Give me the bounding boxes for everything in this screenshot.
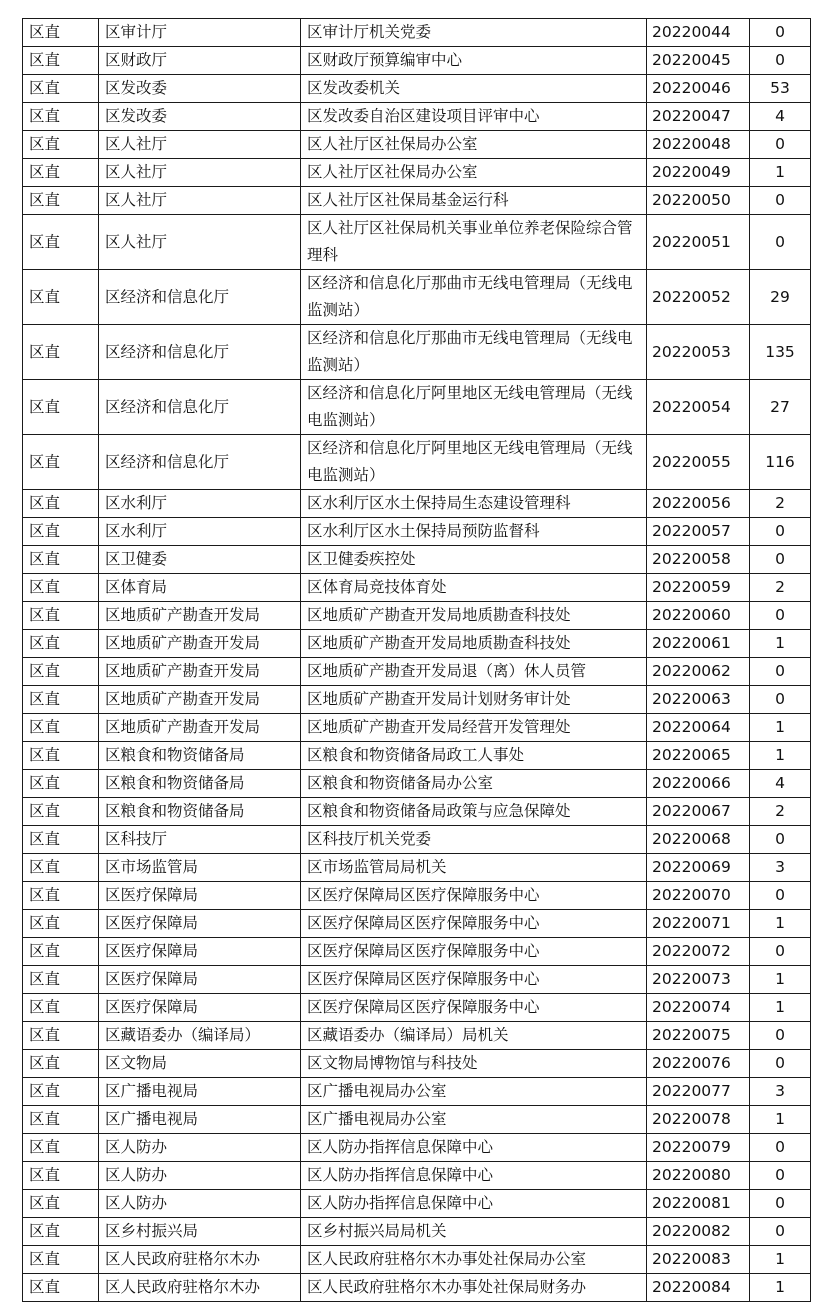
unit-cell: 区地质矿产勘查开发局退（离）休人员管 (301, 658, 647, 686)
position-code-cell: 20220055 (647, 435, 750, 490)
applicant-count-cell: 2 (750, 798, 811, 826)
table-row (23, 966, 811, 994)
department-cell: 区地质矿产勘查开发局 (99, 630, 301, 658)
table-row (23, 490, 811, 518)
unit-cell: 区地质矿产勘查开发局地质勘查科技处 (301, 630, 647, 658)
applicant-count-cell: 1 (750, 994, 811, 1022)
table-row (23, 1134, 811, 1162)
applicant-count-cell: 1 (750, 630, 811, 658)
unit-cell: 区人民政府驻格尔木办事处社保局办公室 (301, 1246, 647, 1274)
department-cell: 区体育局 (99, 574, 301, 602)
applicant-count-cell: 4 (750, 770, 811, 798)
position-code-cell: 20220063 (647, 686, 750, 714)
table-row (23, 574, 811, 602)
table-row (23, 1050, 811, 1078)
table-row (23, 19, 811, 47)
region-cell: 区直 (23, 1246, 99, 1274)
table-row (23, 1162, 811, 1190)
department-cell: 区地质矿产勘查开发局 (99, 714, 301, 742)
department-cell: 区经济和信息化厅 (99, 270, 301, 325)
unit-cell: 区广播电视局办公室 (301, 1078, 647, 1106)
position-code-cell: 20220066 (647, 770, 750, 798)
department-cell: 区发改委 (99, 103, 301, 131)
table-row (23, 854, 811, 882)
unit-cell: 区藏语委办（编译局）局机关 (301, 1022, 647, 1050)
region-cell: 区直 (23, 1078, 99, 1106)
applicant-count-cell: 0 (750, 546, 811, 574)
recruitment-table (22, 18, 811, 1302)
table-row (23, 798, 811, 826)
region-cell: 区直 (23, 1218, 99, 1246)
region-cell: 区直 (23, 1190, 99, 1218)
region-cell: 区直 (23, 1134, 99, 1162)
region-cell: 区直 (23, 826, 99, 854)
table-row (23, 1274, 811, 1302)
position-code-cell: 20220074 (647, 994, 750, 1022)
unit-cell: 区经济和信息化厅阿里地区无线电管理局（无线电监测站） (301, 435, 647, 490)
department-cell: 区水利厅 (99, 518, 301, 546)
position-code-cell: 20220083 (647, 1246, 750, 1274)
applicant-count-cell: 0 (750, 602, 811, 630)
table-row (23, 938, 811, 966)
unit-cell: 区财政厅预算编审中心 (301, 47, 647, 75)
position-code-cell: 20220071 (647, 910, 750, 938)
applicant-count-cell: 4 (750, 103, 811, 131)
applicant-count-cell: 0 (750, 187, 811, 215)
department-cell: 区人社厅 (99, 215, 301, 270)
region-cell: 区直 (23, 490, 99, 518)
department-cell: 区文物局 (99, 1050, 301, 1078)
region-cell: 区直 (23, 938, 99, 966)
position-code-cell: 20220058 (647, 546, 750, 574)
unit-cell: 区乡村振兴局局机关 (301, 1218, 647, 1246)
region-cell: 区直 (23, 215, 99, 270)
position-code-cell: 20220059 (647, 574, 750, 602)
table-row (23, 47, 811, 75)
region-cell: 区直 (23, 1106, 99, 1134)
region-cell: 区直 (23, 966, 99, 994)
unit-cell: 区人防办指挥信息保障中心 (301, 1162, 647, 1190)
region-cell: 区直 (23, 994, 99, 1022)
table-row (23, 75, 811, 103)
unit-cell: 区医疗保障局区医疗保障服务中心 (301, 882, 647, 910)
region-cell: 区直 (23, 19, 99, 47)
department-cell: 区藏语委办（编译局） (99, 1022, 301, 1050)
unit-cell: 区粮食和物资储备局政工人事处 (301, 742, 647, 770)
position-code-cell: 20220053 (647, 325, 750, 380)
department-cell: 区粮食和物资储备局 (99, 798, 301, 826)
table-row (23, 1022, 811, 1050)
applicant-count-cell: 0 (750, 826, 811, 854)
applicant-count-cell: 0 (750, 882, 811, 910)
position-code-cell: 20220045 (647, 47, 750, 75)
table-row (23, 187, 811, 215)
region-cell: 区直 (23, 270, 99, 325)
unit-cell: 区医疗保障局区医疗保障服务中心 (301, 938, 647, 966)
applicant-count-cell: 1 (750, 966, 811, 994)
unit-cell: 区审计厅机关党委 (301, 19, 647, 47)
unit-cell: 区市场监管局局机关 (301, 854, 647, 882)
table-row (23, 602, 811, 630)
position-code-cell: 20220049 (647, 159, 750, 187)
department-cell: 区医疗保障局 (99, 938, 301, 966)
table-row (23, 882, 811, 910)
position-code-cell: 20220050 (647, 187, 750, 215)
department-cell: 区经济和信息化厅 (99, 380, 301, 435)
region-cell: 区直 (23, 910, 99, 938)
department-cell: 区人防办 (99, 1190, 301, 1218)
region-cell: 区直 (23, 435, 99, 490)
unit-cell: 区体育局竞技体育处 (301, 574, 647, 602)
department-cell: 区发改委 (99, 75, 301, 103)
applicant-count-cell: 0 (750, 686, 811, 714)
applicant-count-cell: 0 (750, 47, 811, 75)
applicant-count-cell: 1 (750, 742, 811, 770)
table-row (23, 159, 811, 187)
table-row (23, 1218, 811, 1246)
table-row (23, 910, 811, 938)
unit-cell: 区广播电视局办公室 (301, 1106, 647, 1134)
table-row (23, 630, 811, 658)
unit-cell: 区经济和信息化厅那曲市无线电管理局（无线电监测站） (301, 270, 647, 325)
unit-cell: 区地质矿产勘查开发局计划财务审计处 (301, 686, 647, 714)
table-row (23, 215, 811, 270)
position-code-cell: 20220057 (647, 518, 750, 546)
region-cell: 区直 (23, 658, 99, 686)
applicant-count-cell: 53 (750, 75, 811, 103)
table-row (23, 546, 811, 574)
applicant-count-cell: 0 (750, 1190, 811, 1218)
unit-cell: 区人社厅区社保局办公室 (301, 131, 647, 159)
table-row (23, 686, 811, 714)
applicant-count-cell: 1 (750, 910, 811, 938)
region-cell: 区直 (23, 798, 99, 826)
region-cell: 区直 (23, 574, 99, 602)
applicant-count-cell: 2 (750, 490, 811, 518)
applicant-count-cell: 0 (750, 215, 811, 270)
department-cell: 区人社厅 (99, 159, 301, 187)
region-cell: 区直 (23, 686, 99, 714)
table-row (23, 1106, 811, 1134)
table-row (23, 658, 811, 686)
position-code-cell: 20220048 (647, 131, 750, 159)
applicant-count-cell: 1 (750, 1106, 811, 1134)
region-cell: 区直 (23, 159, 99, 187)
department-cell: 区医疗保障局 (99, 994, 301, 1022)
department-cell: 区人防办 (99, 1134, 301, 1162)
unit-cell: 区卫健委疾控处 (301, 546, 647, 574)
position-code-cell: 20220077 (647, 1078, 750, 1106)
table-row (23, 714, 811, 742)
region-cell: 区直 (23, 602, 99, 630)
region-cell: 区直 (23, 742, 99, 770)
applicant-count-cell: 3 (750, 854, 811, 882)
region-cell: 区直 (23, 103, 99, 131)
region-cell: 区直 (23, 187, 99, 215)
region-cell: 区直 (23, 47, 99, 75)
table-row (23, 103, 811, 131)
unit-cell: 区人社厅区社保局基金运行科 (301, 187, 647, 215)
unit-cell: 区人社厅区社保局机关事业单位养老保险综合管理科 (301, 215, 647, 270)
unit-cell: 区医疗保障局区医疗保障服务中心 (301, 994, 647, 1022)
department-cell: 区审计厅 (99, 19, 301, 47)
applicant-count-cell: 135 (750, 325, 811, 380)
table-row (23, 435, 811, 490)
applicant-count-cell: 0 (750, 1162, 811, 1190)
region-cell: 区直 (23, 518, 99, 546)
position-code-cell: 20220054 (647, 380, 750, 435)
region-cell: 区直 (23, 714, 99, 742)
department-cell: 区地质矿产勘查开发局 (99, 686, 301, 714)
position-code-cell: 20220070 (647, 882, 750, 910)
unit-cell: 区地质矿产勘查开发局地质勘查科技处 (301, 602, 647, 630)
department-cell: 区人民政府驻格尔木办 (99, 1274, 301, 1302)
applicant-count-cell: 1 (750, 1274, 811, 1302)
applicant-count-cell: 0 (750, 938, 811, 966)
unit-cell: 区经济和信息化厅阿里地区无线电管理局（无线电监测站） (301, 380, 647, 435)
unit-cell: 区发改委自治区建设项目评审中心 (301, 103, 647, 131)
unit-cell: 区经济和信息化厅那曲市无线电管理局（无线电监测站） (301, 325, 647, 380)
unit-cell: 区人民政府驻格尔木办事处社保局财务办 (301, 1274, 647, 1302)
table-row (23, 826, 811, 854)
department-cell: 区市场监管局 (99, 854, 301, 882)
region-cell: 区直 (23, 380, 99, 435)
region-cell: 区直 (23, 1022, 99, 1050)
region-cell: 区直 (23, 882, 99, 910)
region-cell: 区直 (23, 1274, 99, 1302)
applicant-count-cell: 0 (750, 658, 811, 686)
applicant-count-cell: 0 (750, 19, 811, 47)
unit-cell: 区地质矿产勘查开发局经营开发管理处 (301, 714, 647, 742)
table-row (23, 380, 811, 435)
position-code-cell: 20220080 (647, 1162, 750, 1190)
position-code-cell: 20220073 (647, 966, 750, 994)
table-row (23, 270, 811, 325)
unit-cell: 区粮食和物资储备局办公室 (301, 770, 647, 798)
department-cell: 区地质矿产勘查开发局 (99, 658, 301, 686)
region-cell: 区直 (23, 630, 99, 658)
unit-cell: 区水利厅区水土保持局预防监督科 (301, 518, 647, 546)
position-code-cell: 20220067 (647, 798, 750, 826)
position-code-cell: 20220081 (647, 1190, 750, 1218)
applicant-count-cell: 0 (750, 1022, 811, 1050)
table-body (23, 19, 811, 1302)
unit-cell: 区人防办指挥信息保障中心 (301, 1134, 647, 1162)
department-cell: 区广播电视局 (99, 1106, 301, 1134)
position-code-cell: 20220069 (647, 854, 750, 882)
position-code-cell: 20220072 (647, 938, 750, 966)
position-code-cell: 20220062 (647, 658, 750, 686)
department-cell: 区医疗保障局 (99, 966, 301, 994)
department-cell: 区医疗保障局 (99, 882, 301, 910)
region-cell: 区直 (23, 546, 99, 574)
region-cell: 区直 (23, 325, 99, 380)
department-cell: 区地质矿产勘查开发局 (99, 602, 301, 630)
table-row (23, 1190, 811, 1218)
position-code-cell: 20220068 (647, 826, 750, 854)
applicant-count-cell: 3 (750, 1078, 811, 1106)
applicant-count-cell: 116 (750, 435, 811, 490)
department-cell: 区人民政府驻格尔木办 (99, 1246, 301, 1274)
position-code-cell: 20220075 (647, 1022, 750, 1050)
applicant-count-cell: 0 (750, 1050, 811, 1078)
unit-cell: 区人社厅区社保局办公室 (301, 159, 647, 187)
applicant-count-cell: 1 (750, 714, 811, 742)
applicant-count-cell: 1 (750, 159, 811, 187)
applicant-count-cell: 27 (750, 380, 811, 435)
position-code-cell: 20220061 (647, 630, 750, 658)
applicant-count-cell: 2 (750, 574, 811, 602)
region-cell: 区直 (23, 1162, 99, 1190)
unit-cell: 区水利厅区水土保持局生态建设管理科 (301, 490, 647, 518)
department-cell: 区医疗保障局 (99, 910, 301, 938)
unit-cell: 区科技厅机关党委 (301, 826, 647, 854)
table-row (23, 131, 811, 159)
unit-cell: 区人防办指挥信息保障中心 (301, 1190, 647, 1218)
unit-cell: 区发改委机关 (301, 75, 647, 103)
applicant-count-cell: 0 (750, 131, 811, 159)
table-row (23, 1078, 811, 1106)
applicant-count-cell: 0 (750, 1218, 811, 1246)
table-row (23, 1246, 811, 1274)
unit-cell: 区医疗保障局区医疗保障服务中心 (301, 966, 647, 994)
unit-cell: 区文物局博物馆与科技处 (301, 1050, 647, 1078)
department-cell: 区财政厅 (99, 47, 301, 75)
position-code-cell: 20220076 (647, 1050, 750, 1078)
applicant-count-cell: 29 (750, 270, 811, 325)
table-row (23, 518, 811, 546)
department-cell: 区科技厅 (99, 826, 301, 854)
position-code-cell: 20220064 (647, 714, 750, 742)
table-row (23, 770, 811, 798)
applicant-count-cell: 0 (750, 1134, 811, 1162)
unit-cell: 区医疗保障局区医疗保障服务中心 (301, 910, 647, 938)
applicant-count-cell: 0 (750, 518, 811, 546)
region-cell: 区直 (23, 75, 99, 103)
position-code-cell: 20220078 (647, 1106, 750, 1134)
table-row (23, 742, 811, 770)
unit-cell: 区粮食和物资储备局政策与应急保障处 (301, 798, 647, 826)
department-cell: 区人防办 (99, 1162, 301, 1190)
table-row (23, 994, 811, 1022)
position-code-cell: 20220079 (647, 1134, 750, 1162)
region-cell: 区直 (23, 131, 99, 159)
department-cell: 区卫健委 (99, 546, 301, 574)
position-code-cell: 20220046 (647, 75, 750, 103)
department-cell: 区广播电视局 (99, 1078, 301, 1106)
department-cell: 区经济和信息化厅 (99, 325, 301, 380)
position-code-cell: 20220047 (647, 103, 750, 131)
position-code-cell: 20220082 (647, 1218, 750, 1246)
position-code-cell: 20220065 (647, 742, 750, 770)
department-cell: 区粮食和物资储备局 (99, 770, 301, 798)
region-cell: 区直 (23, 854, 99, 882)
position-code-cell: 20220060 (647, 602, 750, 630)
department-cell: 区水利厅 (99, 490, 301, 518)
department-cell: 区乡村振兴局 (99, 1218, 301, 1246)
table-row (23, 325, 811, 380)
position-code-cell: 20220084 (647, 1274, 750, 1302)
applicant-count-cell: 1 (750, 1246, 811, 1274)
position-code-cell: 20220051 (647, 215, 750, 270)
position-code-cell: 20220056 (647, 490, 750, 518)
position-code-cell: 20220044 (647, 19, 750, 47)
department-cell: 区人社厅 (99, 131, 301, 159)
department-cell: 区粮食和物资储备局 (99, 742, 301, 770)
department-cell: 区经济和信息化厅 (99, 435, 301, 490)
department-cell: 区人社厅 (99, 187, 301, 215)
position-code-cell: 20220052 (647, 270, 750, 325)
region-cell: 区直 (23, 770, 99, 798)
region-cell: 区直 (23, 1050, 99, 1078)
